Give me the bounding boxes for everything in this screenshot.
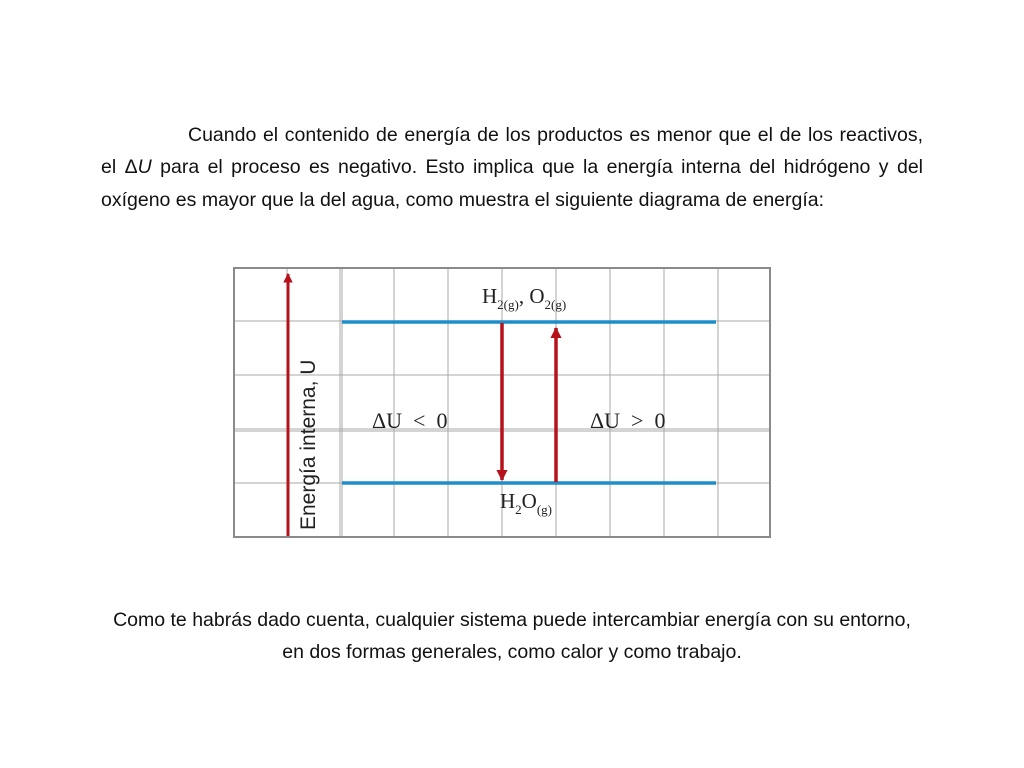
energy-diagram — [232, 266, 772, 545]
intro-text-before: Cuando el contenido de energía de los productos es menor que el de los reactivos, el Δ — [101, 123, 923, 178]
reactants-label: $H_{2(g)}$, $O_{2(g)}$ — [482, 284, 567, 312]
intro-text-after: para el proceso es negativo. Esto implica que la energía interna del hidrógeno y del oxígeno es mayor que la del agua, como muestra el siguiente diagrama de energía: — [101, 156, 923, 211]
products-label: $H_2O_{(g)}$ — [500, 489, 553, 517]
delta-u-positive-label: ΔU > 0 — [590, 408, 666, 433]
delta-u-negative-label: ΔU < 0 — [372, 408, 448, 433]
closing-paragraph: Como te habrás dado cuenta, cualquier sistema puede intercambiar energía con su entorno, en dos formas generales, como calor y como trabajo. — [113, 608, 911, 663]
intro-text-italic: U — [137, 156, 152, 178]
energy-diagram-svg — [232, 266, 772, 540]
intro-paragraph — [101, 119, 923, 217]
y-axis-label: Energía interna, U — [297, 359, 320, 530]
